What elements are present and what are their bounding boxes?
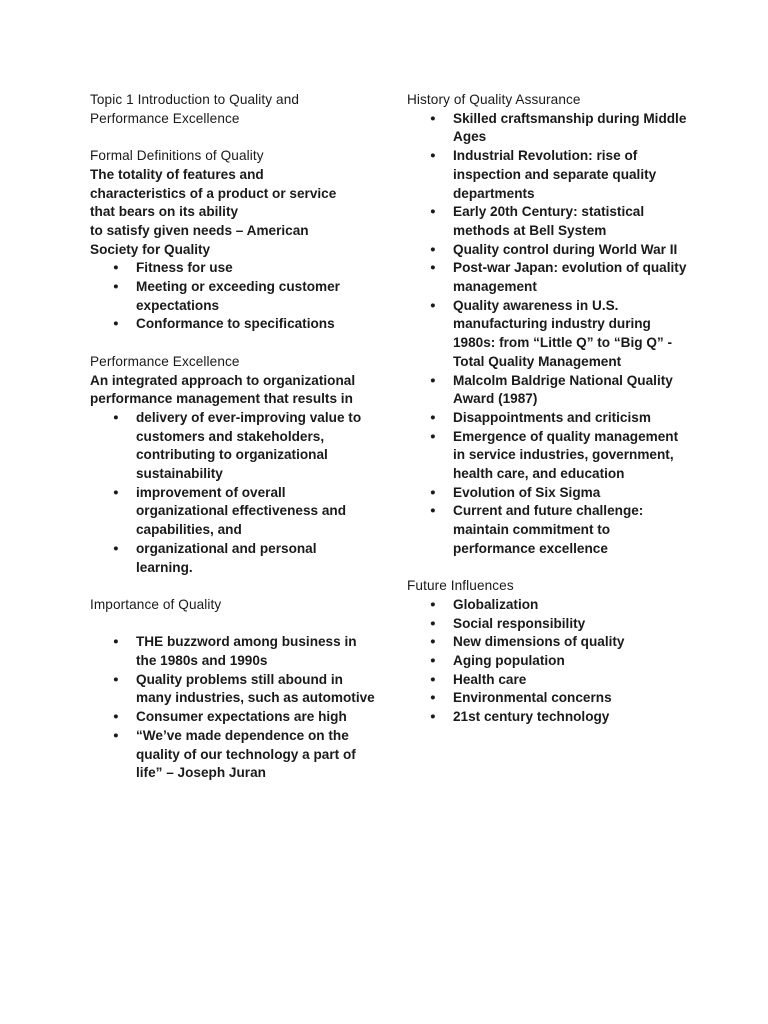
document-title-line-1: Topic 1 Introduction to Quality and: [90, 92, 300, 107]
list-item: ● “We’ve made dependence on the quality of our technology a part of life” – Joseph Juran: [90, 727, 375, 783]
list-item: ● Disappointments and criticism: [407, 409, 692, 428]
list-item: ● Evolution of Six Sigma: [407, 484, 692, 503]
future-heading: Future Influences: [407, 578, 514, 594]
list-item: ● THE buzzword among business in the 1980s and 1990s: [90, 633, 375, 670]
importance-heading: Importance of Quality: [90, 596, 222, 612]
list-item: ● New dimensions of quality: [407, 633, 692, 652]
definition-text-line: Society for Quality: [90, 241, 211, 257]
list-item: ● Environmental concerns: [407, 689, 692, 708]
performance-text-line: performance management that results in: [90, 391, 353, 407]
list-item: ● Globalization: [407, 596, 692, 615]
list-item: ● Aging population: [407, 652, 692, 671]
list-item: ● Post-war Japan: evolution of quality management: [407, 259, 692, 296]
performance-bullet-list: [90, 409, 375, 577]
definitions-bullet-list: [90, 259, 375, 334]
list-item: ● organizational and personal learning.: [90, 540, 375, 577]
definition-text-line: that bears on its ability: [90, 204, 239, 220]
list-item: ● Current and future challenge: maintain commitment to performance excellence: [407, 502, 692, 558]
definition-text-line: to satisfy given needs – American: [90, 222, 309, 238]
definition-text-line: The totality of features and: [90, 166, 264, 182]
importance-bullet-list: [90, 633, 375, 783]
list-item: ● Meeting or exceeding customer expectations: [90, 278, 375, 315]
list-item: ● Health care: [407, 671, 692, 690]
document-title-line-2: Performance Excellence: [90, 110, 240, 126]
list-item: ● delivery of ever-improving value to customers and stakeholders, contributing to organizational sustainability: [90, 409, 375, 484]
left-column: [90, 91, 375, 783]
history-bullet-list: [407, 110, 692, 559]
list-item: ● improvement of overall organizational effectiveness and capabilities, and: [90, 484, 375, 540]
list-item: ● Fitness for use: [90, 259, 375, 278]
list-item: ● Quality problems still abound in many industries, such as automotive: [90, 671, 375, 708]
list-item: ● Emergence of quality management in service industries, government, health care, and education: [407, 428, 692, 484]
definition-text-line: characteristics of a product or service: [90, 185, 337, 201]
list-item: ● 21st century technology: [407, 708, 692, 727]
list-item: ● Industrial Revolution: rise of inspection and separate quality departments: [407, 147, 692, 203]
performance-heading: Performance Excellence: [90, 353, 240, 369]
list-item: ● Quality awareness in U.S. manufacturing industry during 1980s: from “Little Q” to “Big Q” - Total Quality Management: [407, 297, 692, 372]
list-item: ● Quality control during World War II: [407, 241, 692, 260]
right-column: [407, 91, 692, 727]
list-item: ● Skilled craftsmanship during Middle Ages: [407, 110, 692, 147]
list-item: ● Social responsibility: [407, 615, 692, 634]
future-bullet-list: [407, 596, 692, 727]
definitions-heading: Formal Definitions of Quality: [90, 148, 264, 164]
history-heading: History of Quality Assurance: [407, 92, 581, 107]
list-item: ● Malcolm Baldrige National Quality Award (1987): [407, 372, 692, 409]
list-item: ● Conformance to specifications: [90, 315, 375, 334]
performance-text-line: An integrated approach to organizational: [90, 372, 356, 388]
list-item: ● Consumer expectations are high: [90, 708, 375, 727]
list-item: ● Early 20th Century: statistical methods at Bell System: [407, 203, 692, 240]
